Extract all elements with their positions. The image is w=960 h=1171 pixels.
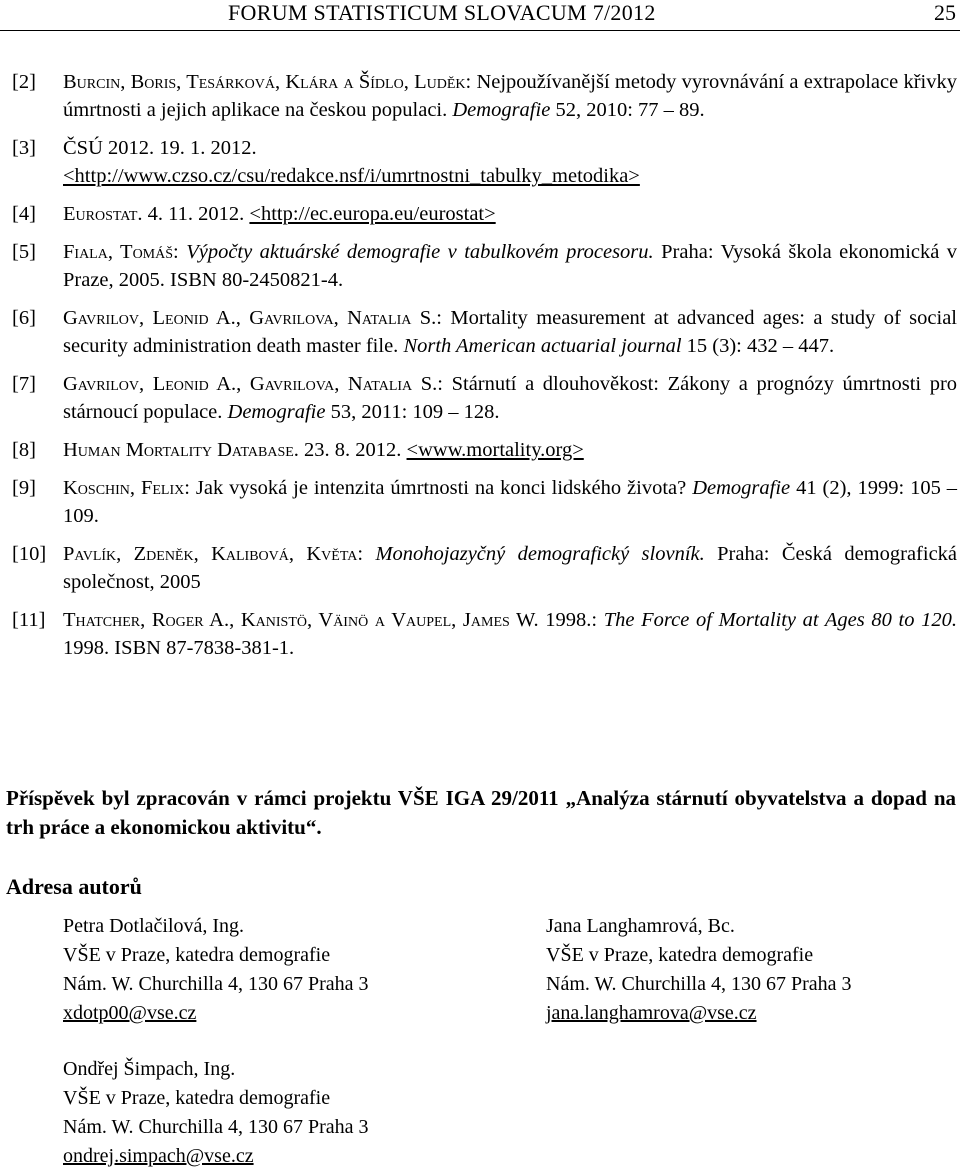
reference-text: 23. 8. 2012. <box>304 439 402 461</box>
reference-authors: Fiala, Tomáš: <box>63 241 179 263</box>
author-block <box>63 912 369 1028</box>
reference-details: 53, 2011: 109 – 128. <box>330 401 500 423</box>
reference-authors: Thatcher, Roger A., Kanistö, Väinö a Vaupel, James W. 1998.: <box>63 609 598 631</box>
reference-item <box>12 238 957 294</box>
reference-number: [2] <box>12 71 36 93</box>
reference-item <box>12 436 957 464</box>
reference-authors: Gavrilov, Leonid A., Gavrilova, Natalia S.: <box>63 307 442 329</box>
running-header <box>0 0 960 31</box>
reference-journal: Demografie <box>452 99 551 121</box>
reference-number: [11] <box>12 609 46 631</box>
reference-title: Výpočty aktuárské demografie v tabulkovém procesoru. <box>186 241 654 263</box>
reference-authors: Gavrilov, Leonid A., Gavrilova, Natalia S.: <box>63 373 443 395</box>
author-address: Nám. W. Churchilla 4, 130 67 Praha 3 <box>63 1116 369 1138</box>
reference-authors: Koschin, Felix: <box>63 477 190 499</box>
acknowledgement: Příspěvek byl zpracován v rámci projektu VŠE IGA 29/2011 „Analýza stárnutí obyvatelstva a dopad na trh práce a ekonomickou aktivitu“. <box>6 786 956 839</box>
author-block <box>63 1055 369 1171</box>
reference-number: [7] <box>12 373 36 395</box>
reference-number: [8] <box>12 439 36 461</box>
reference-journal: North American actuarial journal <box>403 335 682 357</box>
author-name: Ondřej Šimpach, Ing. <box>63 1058 236 1080</box>
page-number: 25 <box>934 0 956 25</box>
reference-number: [3] <box>12 137 36 159</box>
reference-title: Monohojazyčný demografický slovník. <box>375 543 705 565</box>
author-name: Petra Dotlačilová, Ing. <box>63 915 245 937</box>
reference-details: 15 (3): 432 – 447. <box>686 335 835 357</box>
reference-text: 4. 11. 2012. <box>147 203 245 225</box>
reference-details: 1998. ISBN 87-7838-381-1. <box>63 637 295 659</box>
author-email-link[interactable]: ondrej.simpach@vse.cz <box>63 1145 254 1167</box>
reference-details: Praha: Vysoká škola ekonomická v Praze, 2005. ISBN 80-2450821-4. <box>63 241 958 291</box>
author-address: Nám. W. Churchilla 4, 130 67 Praha 3 <box>63 973 369 995</box>
reference-link[interactable]: <http://www.czso.cz/csu/redakce.nsf/i/umrtnostni_tabulky_metodika> <box>63 165 640 187</box>
reference-title: Nejpoužívanější metody vyrovnávání a extrapolace křivky úmrtnosti a jejich aplikace na českou populaci. <box>63 71 957 121</box>
author-block <box>546 912 852 1028</box>
reference-number: [6] <box>12 307 36 329</box>
author-address: Nám. W. Churchilla 4, 130 67 Praha 3 <box>546 973 852 995</box>
reference-link[interactable]: <www.mortality.org> <box>406 439 584 461</box>
reference-authors: Pavlík, Zdeněk, Kalibová, Květa: <box>63 543 364 565</box>
author-affiliation: VŠE v Praze, katedra demografie <box>63 944 331 966</box>
reference-link[interactable]: <http://ec.europa.eu/eurostat> <box>249 203 496 225</box>
reference-list <box>12 68 957 672</box>
reference-journal: Demografie <box>692 477 791 499</box>
author-affiliation: VŠE v Praze, katedra demografie <box>63 1087 331 1109</box>
reference-item <box>12 134 957 190</box>
reference-authors: Human Mortality Database. <box>63 439 299 461</box>
reference-item <box>12 304 957 360</box>
reference-title: Stárnutí a dlouhověkost: Zákony a prognózy úmrtnosti pro stárnoucí populace. <box>63 373 958 423</box>
reference-journal: Demografie <box>227 401 326 423</box>
author-email-link[interactable]: jana.langhamrova@vse.cz <box>546 1002 757 1024</box>
reference-text: ČSÚ 2012. 19. 1. 2012. <box>63 137 257 159</box>
journal-title: FORUM STATISTICUM SLOVACUM 7/2012 <box>228 0 656 25</box>
reference-authors: Burcin, Boris, Tesárková, Klára a Šídlo, Luděk: <box>63 71 472 93</box>
reference-title: Jak vysoká je intenzita úmrtnosti na konci lidského života? <box>195 477 687 499</box>
reference-item <box>12 540 957 596</box>
reference-details: 41 (2), 1999: 105 – 109. <box>63 477 958 527</box>
reference-title: Mortality measurement at advanced ages: a study of social security administration death master file. <box>63 307 958 357</box>
reference-item <box>12 370 957 426</box>
author-affiliation: VŠE v Praze, katedra demografie <box>546 944 814 966</box>
author-name: Jana Langhamrová, Bc. <box>546 915 735 937</box>
reference-number: [10] <box>12 543 47 565</box>
reference-details: 52, 2010: 77 – 89. <box>555 99 705 121</box>
reference-item <box>12 200 957 228</box>
reference-number: [4] <box>12 203 36 225</box>
address-heading: Adresa autorů <box>6 874 142 899</box>
reference-number: [5] <box>12 241 36 263</box>
reference-number: [9] <box>12 477 36 499</box>
reference-details: Praha: Česká demografická společnost, 2005 <box>63 543 958 593</box>
reference-item <box>12 606 957 662</box>
author-email-link[interactable]: xdotp00@vse.cz <box>63 1002 197 1024</box>
reference-authors: Eurostat. <box>63 203 143 225</box>
reference-item <box>12 68 957 124</box>
reference-title: The Force of Mortality at Ages 80 to 120. <box>603 609 957 631</box>
reference-item <box>12 474 957 530</box>
